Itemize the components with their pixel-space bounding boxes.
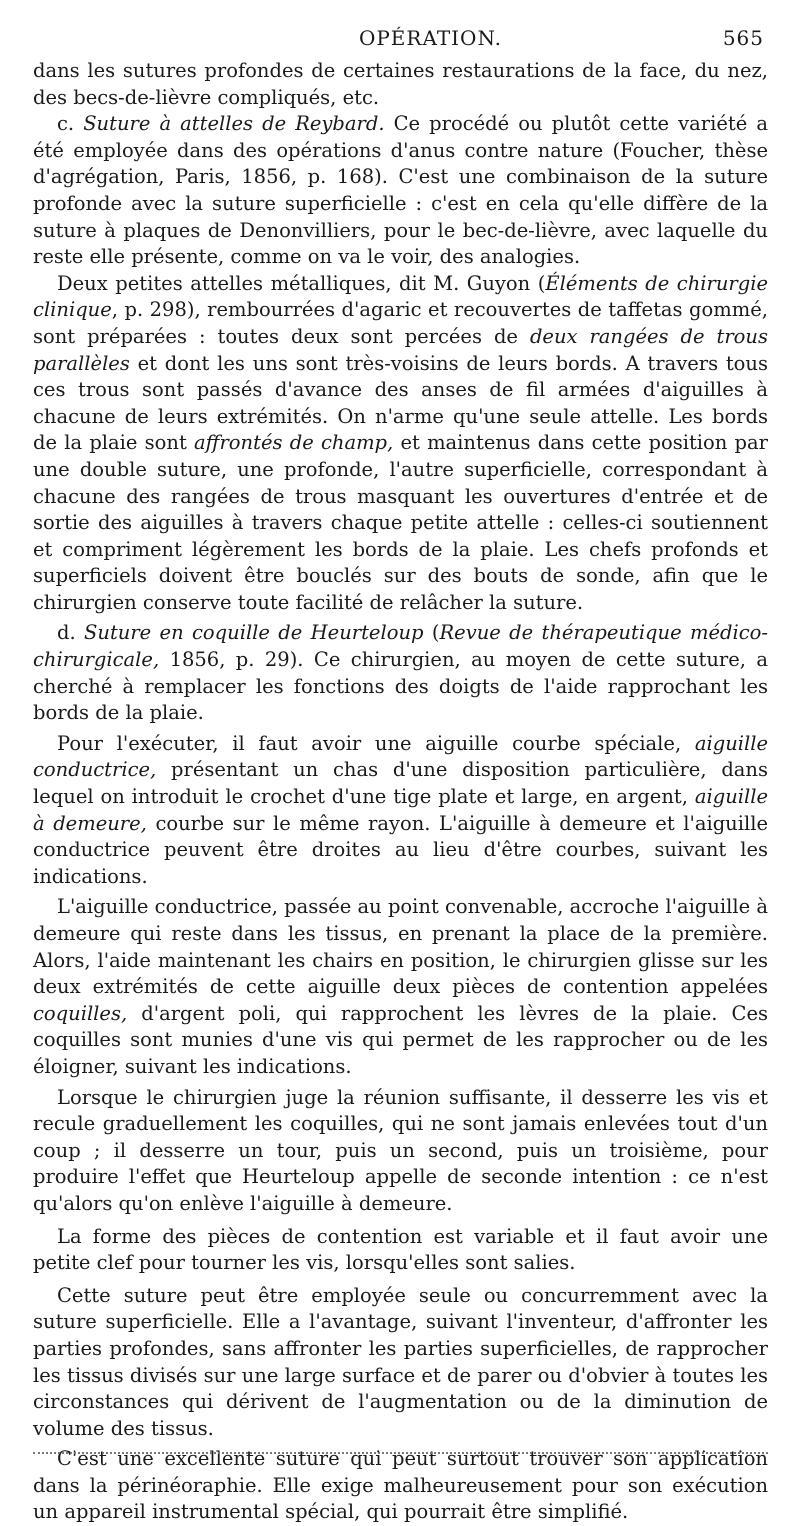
running-title: OPÉRATION. [358, 26, 503, 50]
paragraph-text: La forme des pièces de contention est variable et il faut avoir une petite clef pour tourner les vis, lorsqu'elles sont salies. [33, 1224, 768, 1275]
paragraph-text: et dont les uns sont très-voisins de leurs bords. A travers tous ces trous sont passés d'avance des anses de fil armées d'aiguilles à chacune de leurs extrémités. On n'arme qu'une seule attelle. Les bords de la plaie sont [33, 351, 768, 455]
paragraph-conclusion [33, 1446, 768, 1526]
paragraph-text: Cette suture peut être employée seule ou concurremment avec la suture superficielle. Elle a l'avantage, suivant l'inventeur, d'affronter les parties profondes, sans affronter les parties superficielles, de rapprocher les tissus divisés sur une large surface et de parer ou d'obvier à toutes les circonstances qui dérivent de l'augmentation ou de la diminution de volume des tissus. [33, 1283, 768, 1440]
paragraph-text: présentant un chas d'une disposition particulière, dans lequel on introduit le crochet d'une tige plate et large, en argent, [33, 758, 768, 809]
paragraph-text: dans les sutures profondes de certaines restaurations de la face, du nez, des becs-de-lièvre compliqués, etc. [33, 59, 768, 109]
page [33, 0, 768, 1526]
paragraph-text: 1856, p. 29). Ce chirurgien, au moyen de cette suture, a cherché à remplacer les fonctions des doigts de l'aide rapprochant les bords de la plaie. [33, 648, 768, 725]
footer-rule [33, 1452, 768, 1454]
paragraph-suture-reybard [33, 111, 768, 271]
section-title: Suture en coquille de Heurteloup [84, 621, 424, 645]
paragraph-attelles [33, 271, 768, 617]
paragraph-text: Deux petites attelles métalliques, dit M. Guyon ( [57, 271, 546, 295]
emphasis-text: aiguille conductrice, [33, 731, 768, 782]
section-title: Suture à attelles de Reybard. [83, 112, 385, 136]
paragraph-text: L'aiguille conductrice, passée au point convenable, accroche l'aiguille à demeure qui reste dans les tissus, en prenant la place de la première. Alors, l'aide maintenant les chairs en position, le chirurgien glisse sur les deux extrémités de cette aiguille deux pièces de contention appelées [33, 895, 768, 999]
section-label: d. [57, 621, 85, 645]
paragraph-text: d'argent poli, qui rapprochent les lèvres de la plaie. Ces coquilles sont munies d'une vis qui permet de les rapprocher ou de les éloigner, suivant les indications. [33, 1001, 768, 1078]
paragraph-text: Lorsque le chirurgien juge la réunion suffisante, il desserre les vis et recule graduellement les coquilles, qui ne sont jamais enlevées tout d'un coup ; il desserre un tour, puis un second, puis un troisième, pour produire l'effet que Heurteloup appelle de seconde intention : ce n'est qu'alors qu'on enlève l'aiguille à demeure. [33, 1085, 768, 1215]
emphasis-text: coquilles, [33, 1001, 128, 1025]
emphasis-text: affrontés de champ, [194, 431, 394, 455]
paragraph-text: , p. 298), rembourrées d'agaric et recouvertes de taffetas gommé, sont préparées : toutes deux sont percées de [33, 298, 768, 348]
paragraph-execution [33, 731, 768, 891]
paragraph-text: Pour l'exécuter, il faut avoir une aiguille courbe spéciale, [57, 731, 695, 755]
body-text [33, 58, 768, 1526]
citation-title: Revue de thérapeutique médico-chirurgicale, [33, 621, 768, 672]
section-label: c. [57, 112, 84, 136]
paragraph-suture-coquille [33, 620, 768, 726]
page-number: 565 [722, 26, 764, 50]
citation-title: Éléments de chirurgie clinique [33, 271, 768, 322]
paragraph-reunion [33, 1085, 768, 1218]
paragraph-pieces-contention [33, 1224, 768, 1277]
paragraph-text: Ce procédé ou plutôt cette variété a été employée dans des opérations d'anus contre nature (Foucher, thèse d'agrégation, Paris, 1856, p. 168). C'est une combinaison de la suture profonde avec la suture superficielle : c'est en cela qu'elle diffère de la suture à plaques de Denonvilliers, pour le bec-de-lièvre, avec laquelle du reste elle présente, comme on va le voir, des analogies. [33, 112, 768, 269]
running-head [33, 0, 768, 58]
paragraph-avantage [33, 1283, 768, 1443]
paragraph-aiguille-conductrice [33, 894, 768, 1080]
paragraph-text: ( [423, 621, 440, 645]
emphasis-text: deux rangées de trous parallèles [33, 324, 768, 375]
emphasis-text: aiguille à demeure, [33, 785, 768, 835]
paragraph-text: C'est une excellente suture qui peut surtout trouver son application dans la périnéoraphie. Elle exige malheureusement pour son exécution un appareil instrumental spécial, qui pourrait être simplifié. [33, 1447, 768, 1524]
paragraph-text: courbe sur le même rayon. L'aiguille à demeure et l'aiguille conductrice peuvent être droites au lieu d'être courbes, suivant les indications. [33, 811, 768, 888]
paragraph-continuation [33, 58, 768, 111]
paragraph-text: et maintenus dans cette position par une double suture, une profonde, l'autre superficielle, correspondant à chacune des rangées de trous masquant les ouvertures d'entrée et de sortie des aiguilles à travers chaque petite attelle : celles-ci soutiennent et compriment légèrement les bords de la plaie. Les chefs profonds et superficiels doivent être bouclés sur des bouts de sonde, afin que le chirurgien conserve toute facilité de relâcher la suture. [33, 431, 768, 614]
